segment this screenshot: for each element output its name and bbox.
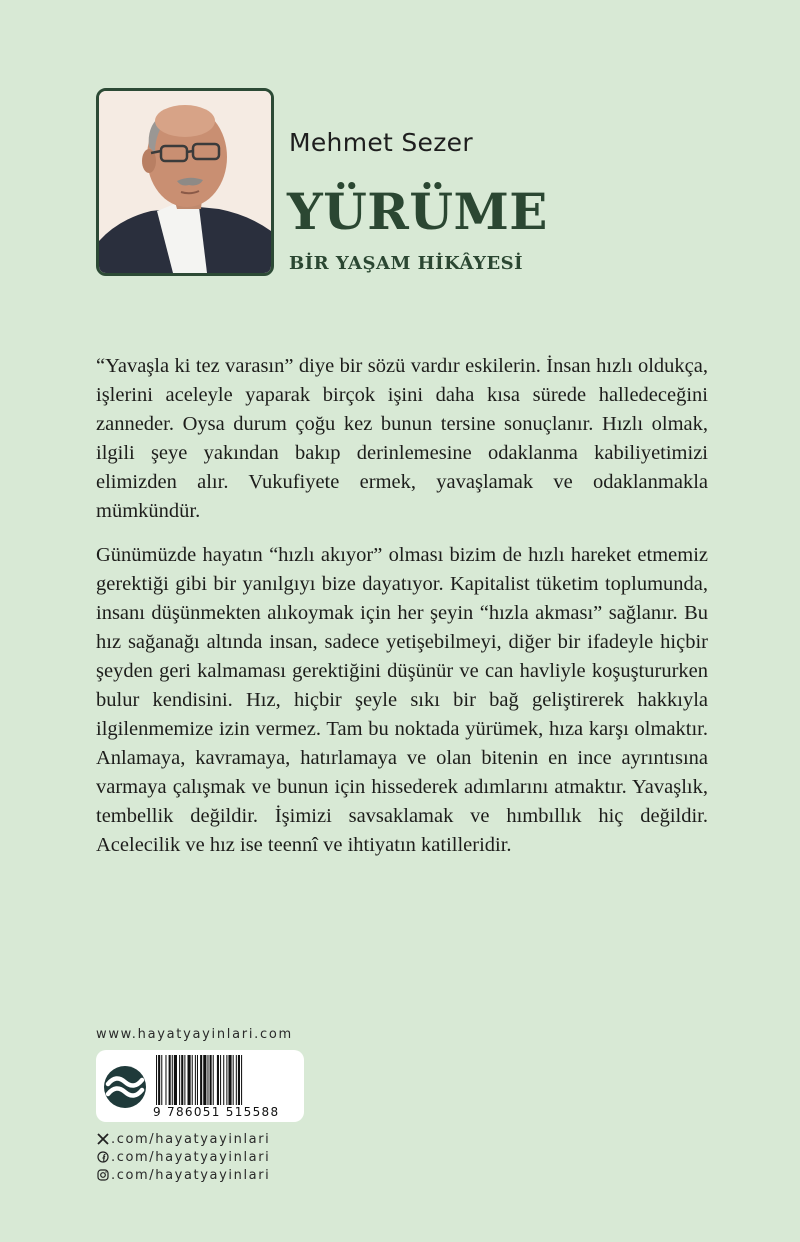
x-logo-icon [96, 1133, 109, 1146]
author-photo [96, 88, 274, 276]
social-link-x[interactable] [96, 1130, 270, 1148]
book-title: YÜRÜME [287, 182, 548, 241]
barcode-bar [226, 1055, 227, 1105]
publisher-website: www.hayatyayinlari.com [96, 1027, 293, 1042]
social-links [96, 1130, 270, 1184]
social-link-text: .com/hayatyayinlari [111, 1131, 271, 1147]
blurb-paragraph: “Yavaşla ki tez varasın” diye bir sözü vardır eskilerin. İnsan hızlı oldukça, işlerini aceleyle yaparak birçok işini daha kısa sürede halledeceğini zanneder. Oysa durum çoğu kez bunun tersine sonuçlanır. Hızlı olmak, ilgili şeye yakından bakıp derinlemesine odaklanma kabiliyetimizi elimizden alır. Vukufiyete ermek, yavaşlamak ve odaklanmakla mümkündür. [96, 355, 708, 522]
barcode-bar [184, 1055, 185, 1105]
barcode-bar [241, 1055, 242, 1105]
facebook-icon [96, 1151, 109, 1164]
barcode-bar [181, 1055, 183, 1105]
barcode-bar [220, 1055, 221, 1105]
barcode-bar [210, 1055, 212, 1105]
barcode-bar [161, 1055, 162, 1105]
book-subtitle: BİR YAŞAM HİKÂYESİ [289, 253, 524, 274]
back-cover-blurb [96, 352, 708, 860]
social-link-text: .com/hayatyayinlari [111, 1167, 271, 1183]
barcode-bar [238, 1055, 240, 1105]
barcode-bar [156, 1055, 157, 1105]
isbn-number: 9 786051 515588 [153, 1105, 280, 1119]
barcode-bar [236, 1055, 237, 1105]
instagram-icon [96, 1169, 109, 1182]
barcode-bar [200, 1055, 202, 1105]
barcode-bar [188, 1055, 191, 1105]
barcode-bar [158, 1055, 160, 1105]
publisher-logo-icon [102, 1064, 148, 1110]
barcode-bar [165, 1055, 166, 1105]
barcode-bar [217, 1055, 219, 1105]
social-link-instagram[interactable] [96, 1166, 270, 1184]
social-link-facebook[interactable] [96, 1148, 270, 1166]
author-name: Mehmet Sezer [289, 128, 473, 157]
barcode-panel [96, 1050, 304, 1122]
barcode-bar [223, 1055, 224, 1105]
barcode-bar [174, 1055, 177, 1105]
barcode-bar [228, 1055, 231, 1105]
barcode-bar [192, 1055, 193, 1105]
barcode-bar [207, 1055, 208, 1105]
barcode-bar [169, 1055, 171, 1105]
blurb-paragraph: Günümüzde hayatın “hızlı akıyor” olması bizim de hızlı hareket etmemiz gerektiği gibi bir yanılgıyı bize dayatıyor. Kapitalist tüketim toplumunda, insanı düşünmekten alıkoymak için her şeyin “hızla akması” sağlanır. Bu hız sağanağı altında insan, sadece yetişebilmeyi, diğer bir ifadeyle hiçbir şeyden geri kalmaması gerektiğini düşünür ve can havliyle koşuştururken bulur kendisini. Hız, hiçbir şeyle sıkı bir bağ geliştirerek hakkıyla ilgilenmemize izin vermez. Tam bu noktada yürümek, hıza karşı olmaktır. Anlamaya, kavramaya, hatırlamaya ve olan bitenin en ince ayrıntısına varmaya çalışmak ve bunun için hissederek adımlarını atmaktır. Yavaşlık, tembellik değildir. İşimizi savsaklamak ve hımbıllık hiç değildir. Acelecilik ve hız ise teennî ve ihtiyatın katilleridir. [96, 544, 708, 856]
barcode-bar [197, 1055, 198, 1105]
barcode-bar [179, 1055, 180, 1105]
barcode-bar [233, 1055, 234, 1105]
isbn-barcode [154, 1055, 300, 1105]
social-link-text: .com/hayatyayinlari [111, 1149, 271, 1165]
barcode-bar [195, 1055, 196, 1105]
barcode-bar [203, 1055, 206, 1105]
barcode-bar [213, 1055, 214, 1105]
barcode-bar [172, 1055, 173, 1105]
